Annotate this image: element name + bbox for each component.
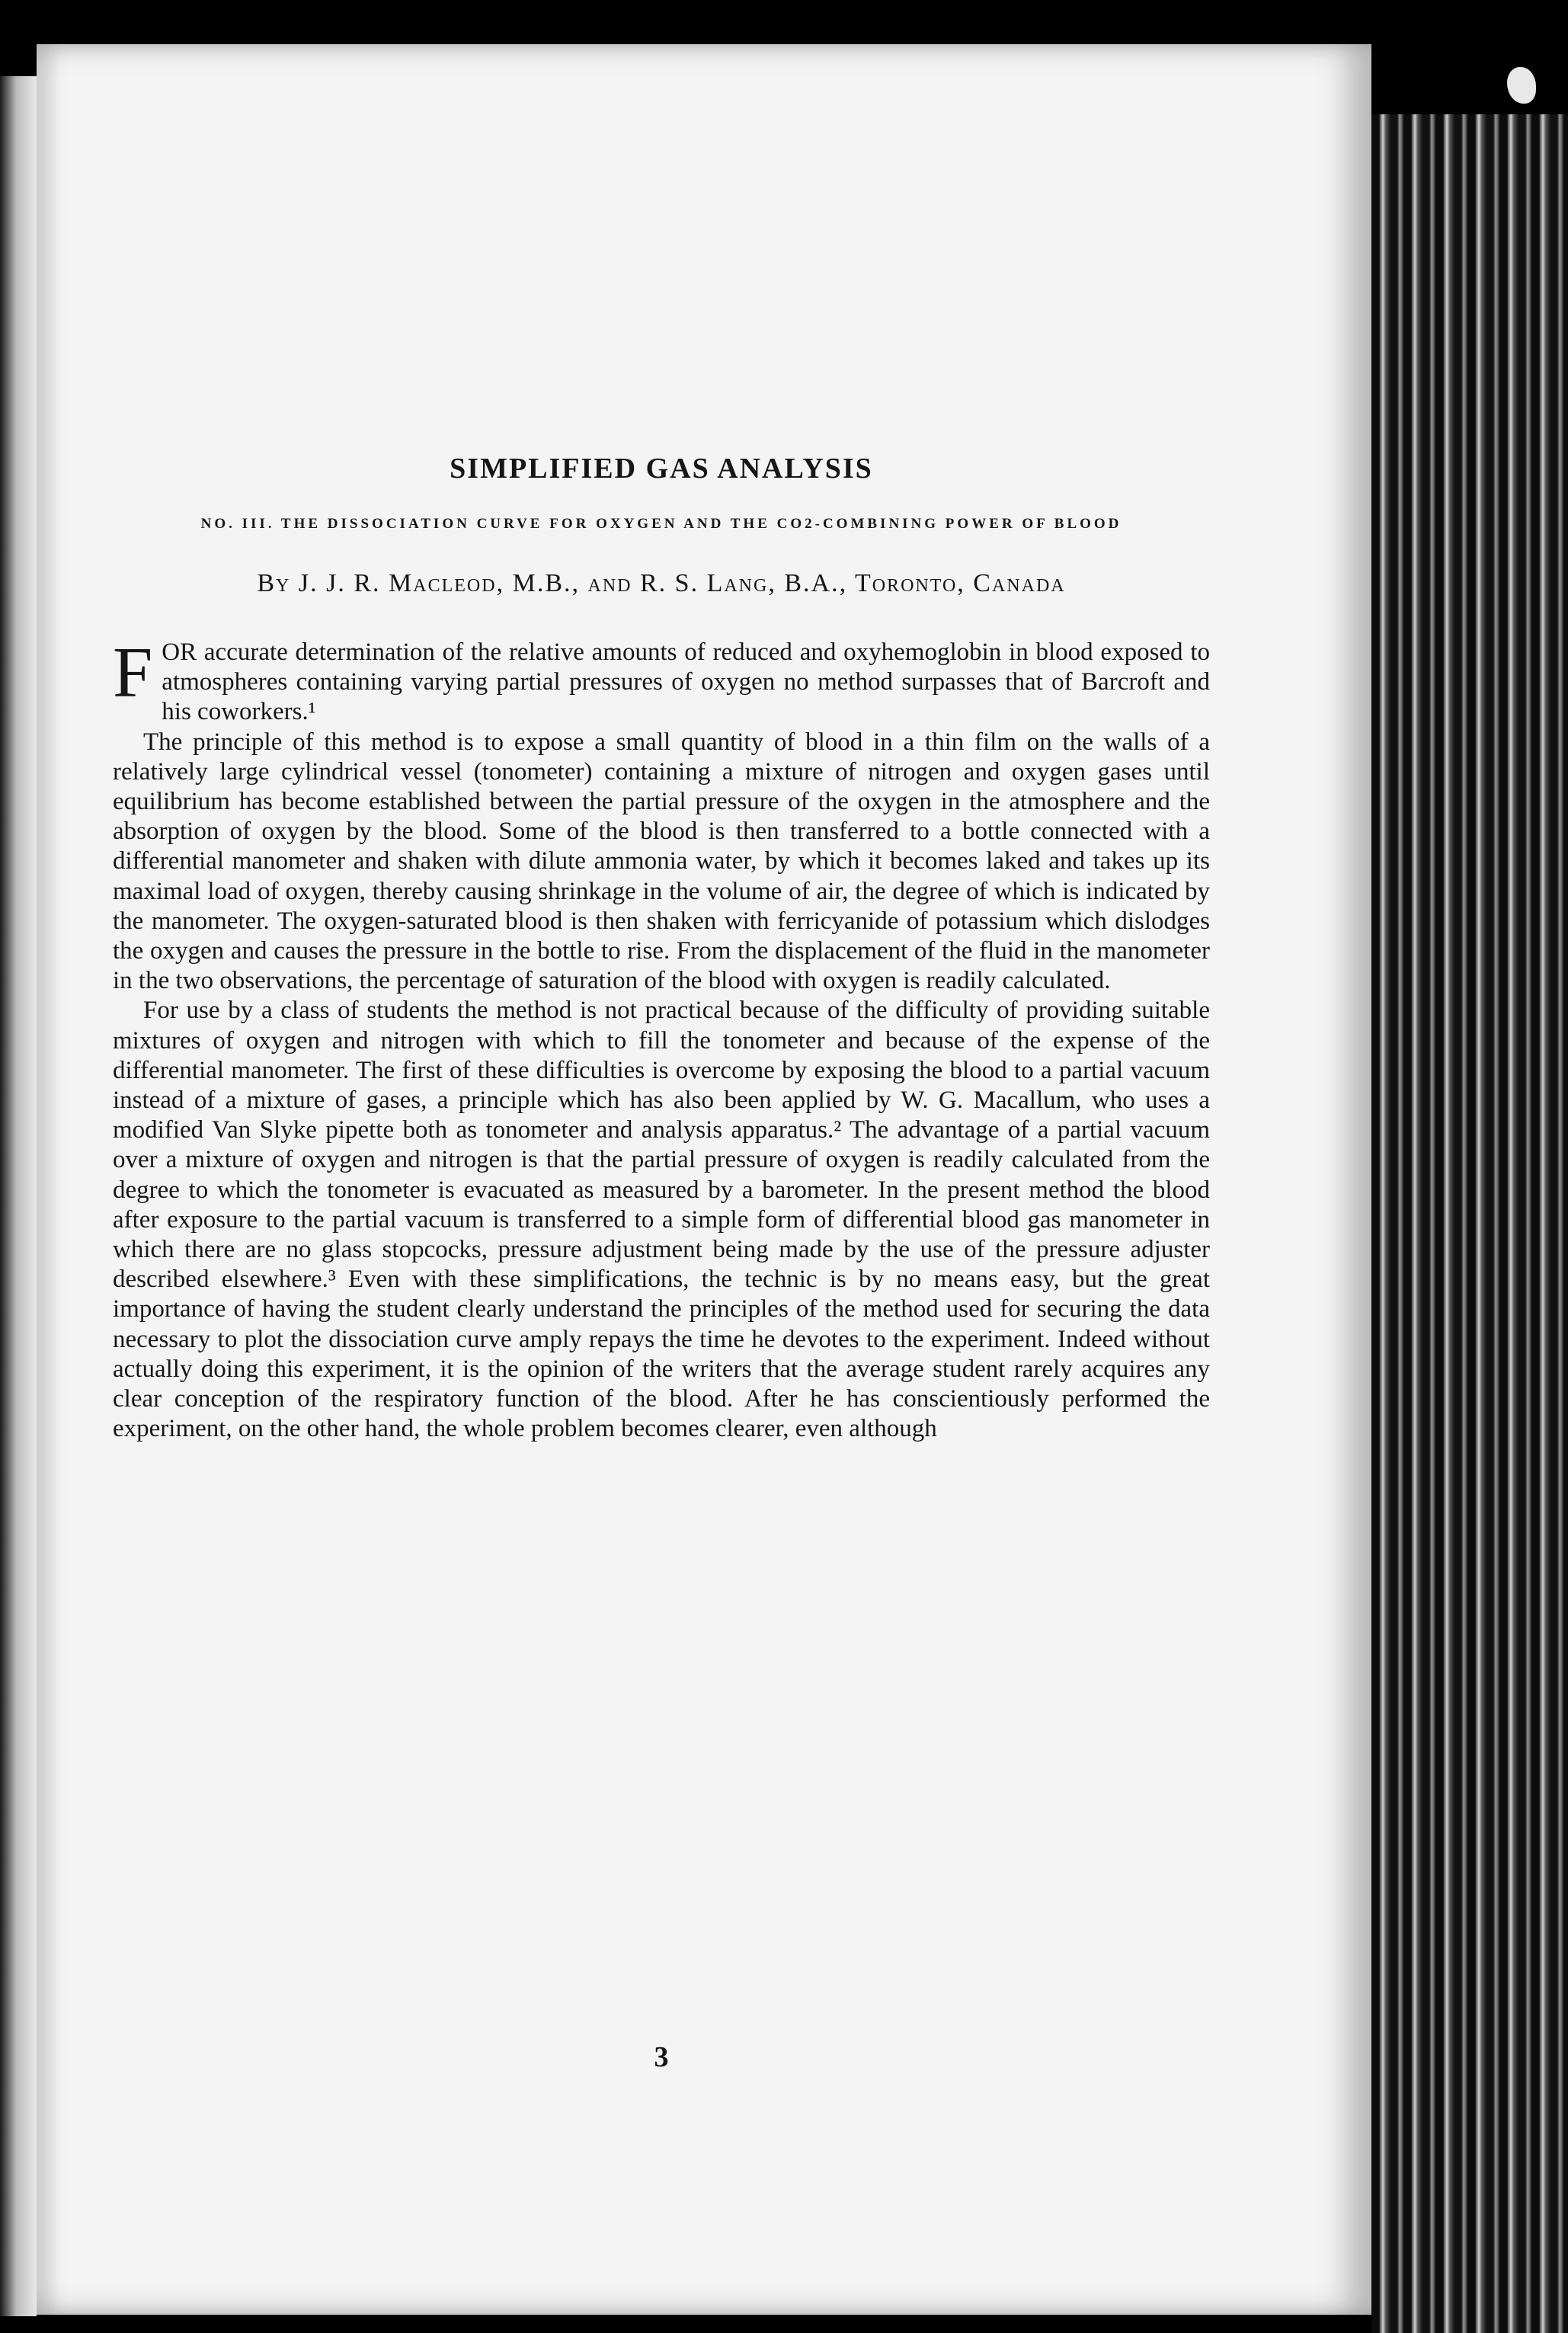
article-byline: By J. J. R. Macleod, M.B., and R. S. Lang, B.A., Toronto, Canada [257, 569, 1066, 597]
paragraph-2: The principle of this method is to expose a small quantity of blood in a thin film on the walls of a relatively large cylindrical vessel (tonometer) containing a mixture of nitrogen and oxygen gases until equilibrium has become established between the partial pressure of the oxygen in the atmosphere and the absorption of oxygen by the blood. Some of the blood is then transferred to a bottle connected with a differential manometer and shaken with dilute ammonia water, by which it becomes laked and takes up its maximal load of oxygen, thereby causing shrinkage in the volume of air, the degree of which is indicated by the manometer. The oxygen-saturated blood is then shaken with ferricyanide of potassium which dislodges the oxygen and causes the pressure in the bottle to rise. From the displacement of the fluid in the manometer in the two observations, the percentage of saturation of the blood with oxygen is readily calculated. [113, 728, 1210, 995]
facing-page-edge [0, 76, 37, 2316]
corner-mark [1507, 67, 1536, 104]
article-title: SIMPLIFIED GAS ANALYSIS [450, 453, 873, 485]
article-subtitle: NO. III. THE DISSOCIATION CURVE FOR OXYGEN AND THE CO2-COMBINING POWER OF BLOOD [200, 516, 1122, 532]
page-number: 3 [654, 2041, 669, 2073]
paragraph-1 [113, 633, 1210, 728]
paragraph-1-text: OR accurate determination of the relative amounts of reduced and oxyhemoglobin in blood exposed to atmospheres containing varying partial pressures of oxygen no method surpasses that of Barcroft and his coworkers.¹ [162, 638, 1210, 726]
paragraph-3: For use by a class of students the method is not practical because of the difficulty of providing suitable mixtures of oxygen and nitrogen with which to fill the tonometer and because of the expense of the differential manometer. The first of these difficulties is overcome by exposing the blood to a partial vacuum instead of a mixture of gases, a principle which has also been applied by W. G. Macallum, who uses a modified Van Slyke pipette both as tonometer and analysis apparatus.² The advantage of a partial vacuum over a mixture of oxygen and nitrogen is that the partial pressure of oxygen is readily calculated from the degree to which the tonometer is evacuated as measured by a barometer. In the present method the blood after exposure to the partial vacuum is transferred to a simple form of differential blood gas manometer in which there are no glass stopcocks, pressure adjustment being made by the use of the pressure adjuster described elsewhere.³ Even with these simplifications, the technic is by no means easy, but the great importance of having the student clearly understand the principles of the method used for securing the data necessary to plot the dissociation curve amply repays the time he devotes to the experiment. Indeed without actually doing this experiment, it is the opinion of the writers that the average student rarely acquires any clear conception of the respiratory function of the blood. After he has conscientiously performed the experiment, on the other hand, the whole problem becomes clearer, even although [113, 997, 1210, 1443]
article-body [113, 452, 1210, 2073]
scanned-page [37, 44, 1371, 2315]
book-page-edges [1371, 114, 1568, 2333]
drop-cap: F [113, 633, 153, 712]
